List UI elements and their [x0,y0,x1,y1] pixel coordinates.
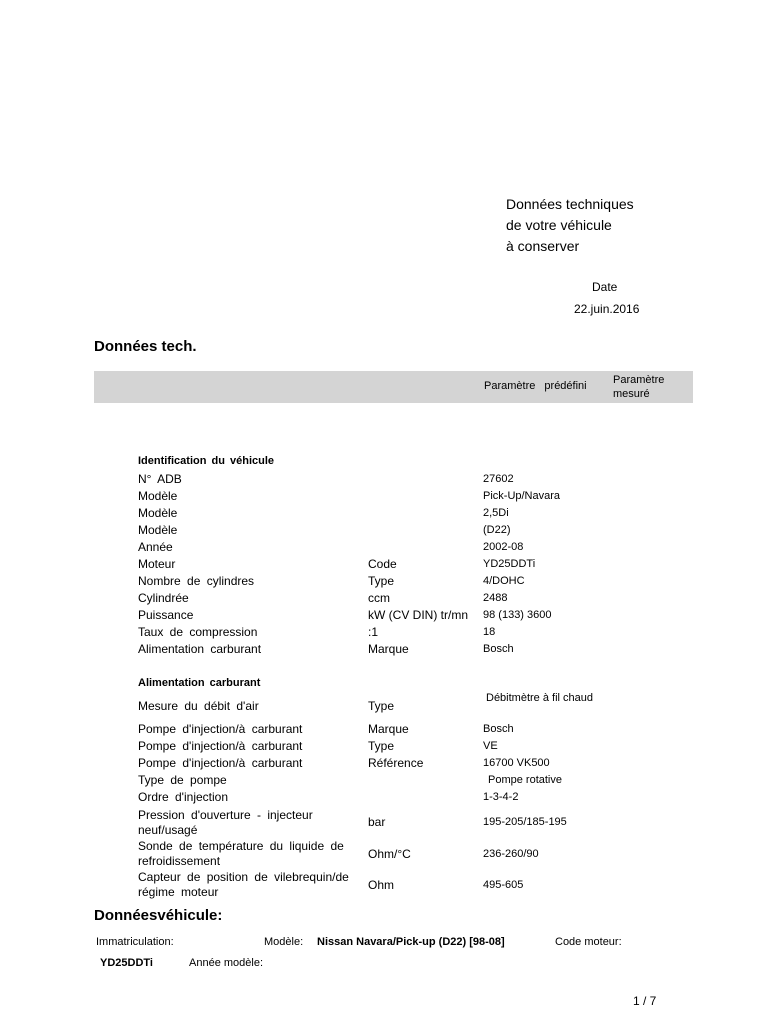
row-value: 27602 [483,473,514,485]
table-row [138,472,658,489]
row-unit: Ohm [368,878,395,892]
page-number: 1 / 7 [633,994,657,1008]
row-label: Alimentation carburant [138,642,262,656]
row-label: Pompe d'injection/à carburant [138,722,303,736]
table-row [138,756,658,773]
section-title: Données tech. [94,338,197,355]
date-value: 22.juin.2016 [574,302,640,316]
row-value: VE [483,740,498,752]
table-row [138,608,658,625]
row-label: Pompe d'injection/à carburant [138,739,303,753]
row-value: 18 [483,626,496,638]
row-unit: kW (CV DIN) tr/mn [368,608,468,622]
headline-line-2: de votre véhicule [506,217,612,233]
table-row [138,489,658,506]
row-value: 4/DOHC [483,575,525,587]
table-row [138,540,658,557]
row-label: Modèle [138,489,178,503]
table-row [138,591,658,608]
table-row [138,808,658,840]
row-label: Capteur de position de vilebrequin/de régime moteur [138,870,349,899]
table-row [138,506,658,523]
row-value: Bosch [483,723,514,735]
row-label: Pression d'ouverture - injecteur neuf/usagé [138,808,313,837]
headline-line-1: Données techniques [506,196,634,212]
model-year-label: Année modèle: [189,957,263,969]
row-value: 2002-08 [483,541,524,553]
headline-line-3: à conserver [506,238,580,254]
row-value: Pick-Up/Navara [483,490,561,502]
row-label: Ordre d'injection [138,790,228,804]
row-label: Mesure du débit d'air [138,699,259,713]
row-value: 16700 VK500 [483,757,550,769]
row-unit: Type [368,574,395,588]
row-value: YD25DDTi [483,558,536,570]
row-unit: Marque [368,722,409,736]
row-label: Moteur [138,557,176,571]
row-unit: Code [368,557,397,571]
date-label: Date [592,280,618,294]
row-value: 2488 [483,592,508,604]
row-unit: bar [368,815,386,829]
document-headline [506,194,634,257]
row-value: 2,5Di [483,507,509,519]
row-label: Puissance [138,608,194,622]
row-unit: :1 [368,625,379,639]
row-value: Débitmètre à fil chaud [486,692,593,704]
row-unit: Ohm/°C [368,847,411,861]
row-label: Année [138,540,173,554]
engine-code-label: Code moteur: [555,936,622,948]
table-header [94,371,693,403]
table-row [138,722,658,739]
row-label: Modèle [138,523,178,537]
row-value: 236-260/90 [483,848,539,860]
table-row [138,773,658,790]
row-label: Cylindrée [138,591,189,605]
row-unit: Référence [368,756,424,770]
table-row [138,523,658,540]
model-value: Nissan Navara/Pick-up (D22) [98-08] [317,936,505,948]
row-label: N° ADB [138,472,182,486]
row-label: Modèle [138,506,178,520]
row-label: Type de pompe [138,773,227,787]
fuel-supply-title: Alimentation carburant [138,677,261,689]
table-row [138,790,658,807]
header-predefined-parameter: Paramètre prédéfini [484,380,587,392]
table-row [138,839,658,871]
row-unit: Marque [368,642,409,656]
header-measured-parameter: Paramètre mesuré [613,374,665,400]
row-value: 98 (133) 3600 [483,609,552,621]
row-value: 495-605 [483,879,524,891]
row-unit: ccm [368,591,390,605]
vehicle-data-title: Donnéesvéhicule: [94,907,223,924]
engine-code-value: YD25DDTi [100,957,153,969]
table-row [138,739,658,756]
row-label: Sonde de température du liquide de refroidissement [138,839,344,868]
table-row [138,625,658,642]
row-value: 195-205/185-195 [483,816,567,828]
model-label: Modèle: [264,936,304,948]
table-row [138,557,658,574]
row-value: Bosch [483,643,514,655]
immatriculation-label: Immatriculation: [96,936,174,948]
identification-title: Identification du véhicule [138,455,275,467]
row-unit: Type [368,739,395,753]
row-label: Nombre de cylindres [138,574,255,588]
row-label: Pompe d'injection/à carburant [138,756,303,770]
table-row [138,642,658,659]
row-value: Pompe rotative [488,774,562,786]
row-value: (D22) [483,524,511,536]
row-label: Taux de compression [138,625,258,639]
row-unit: Type [368,699,395,713]
row-value: 1-3-4-2 [483,791,519,803]
table-row [138,692,658,716]
table-row [138,870,658,902]
table-row [138,574,658,591]
